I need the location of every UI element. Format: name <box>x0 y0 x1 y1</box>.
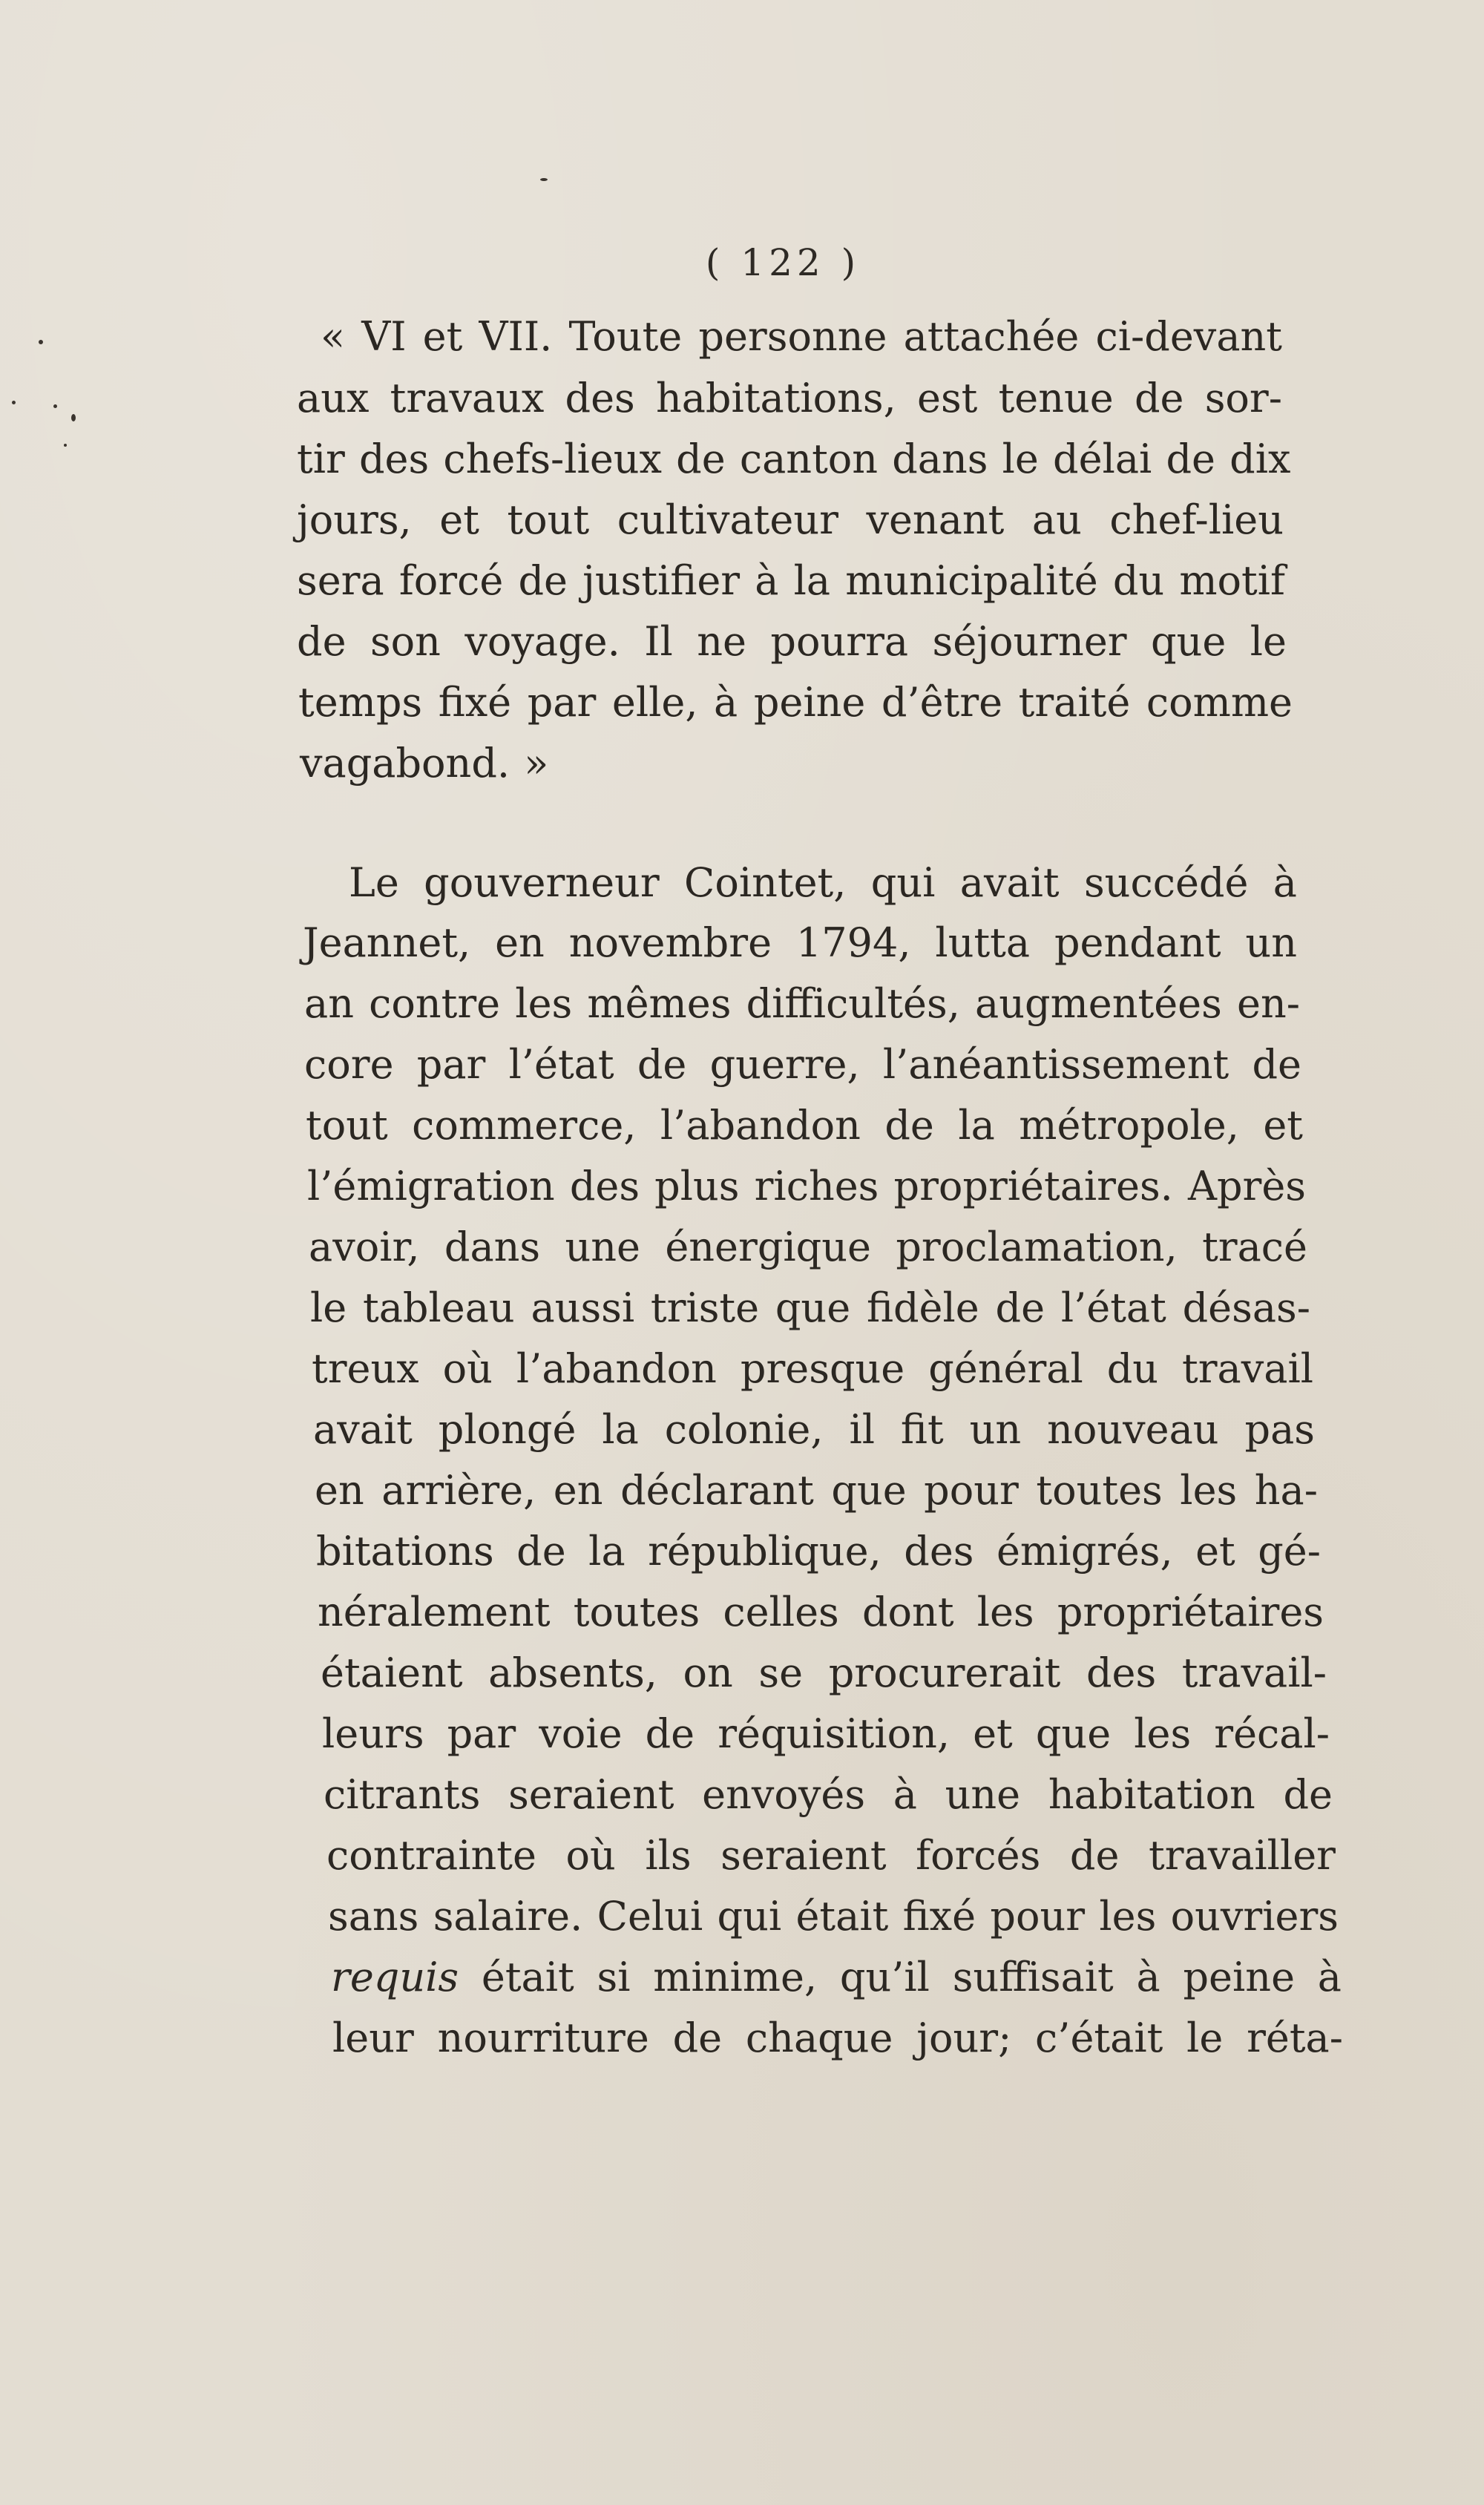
text-line: l’émigration des plus riches propriétaires. Après <box>307 1163 1306 1209</box>
text-line: temps fixé par elle, à peine d’être traité comme <box>298 679 1293 726</box>
ink-speck <box>540 178 548 181</box>
text-line: le tableau aussi triste que fidèle de l’état désas- <box>310 1284 1310 1331</box>
ink-speck <box>64 444 67 447</box>
text-line: en arrière, en déclarant que pour toutes les ha- <box>315 1467 1318 1514</box>
text-line: contrainte où ils seraient forcés de travailler <box>326 1832 1336 1879</box>
text-line: an contre les mêmes difficultés, augmentées en- <box>304 980 1300 1027</box>
ink-speck <box>71 414 76 421</box>
text-line: avait plongé la colonie, il fit un nouveau pas <box>313 1406 1315 1453</box>
text-line: leur nourriture de chaque jour; c’était le réta- <box>332 2015 1343 2061</box>
text-line: core par l’état de guerre, l’anéantissement de <box>304 1041 1301 1088</box>
italic-word: requis <box>331 1954 459 2000</box>
text-line: sans salaire. Celui qui était fixé pour les ouvriers <box>328 1893 1339 1940</box>
ink-speck <box>12 401 16 404</box>
text-line: tir des chefs-lieux de canton dans le délai de dix <box>297 436 1291 482</box>
text-line: citrants seraient envoyés à une habitation de <box>324 1771 1333 1818</box>
italic-line-rest: était si minime, qu’il suffisait à peine à <box>459 1954 1342 2000</box>
text-line: étaient absents, on se procurerait des travail- <box>321 1649 1327 1696</box>
text-line: Jeannet, en novembre 1794, lutta pendant un <box>303 919 1297 966</box>
ink-speck <box>53 404 57 408</box>
text-line: de son voyage. Il ne pourra séjourner que le <box>297 618 1287 665</box>
text-line: bitations de la république, des émigrés, et gé- <box>316 1528 1321 1575</box>
text-line: avoir, dans une énergique proclamation, tracé <box>309 1224 1307 1270</box>
ink-speck <box>39 340 43 344</box>
text-line: « VI et VII. Toute personne attachée ci-devant <box>321 313 1282 360</box>
text-line: vagabond. » <box>300 740 549 787</box>
text-line: treux où l’abandon presque général du travail <box>312 1345 1313 1392</box>
page-number: ( 122 ) <box>705 241 861 284</box>
text-line-italic <box>331 1946 1342 2009</box>
text-line: sera forcé de justifier à la municipalité du motif <box>297 557 1285 604</box>
text-line: tout commerce, l’abandon de la métropole, et <box>306 1102 1303 1149</box>
text-line: jours, et tout cultivateur venant au chef-lieu <box>297 496 1284 543</box>
text-line: leurs par voie de réquisition, et que les récal- <box>322 1710 1330 1757</box>
text-line: Le gouverneur Cointet, qui avait succédé à <box>349 859 1297 906</box>
text-line: néralement toutes celles dont les propriétaires <box>318 1589 1324 1635</box>
text-line: aux travaux des habitations, est tenue de sor- <box>297 375 1282 421</box>
